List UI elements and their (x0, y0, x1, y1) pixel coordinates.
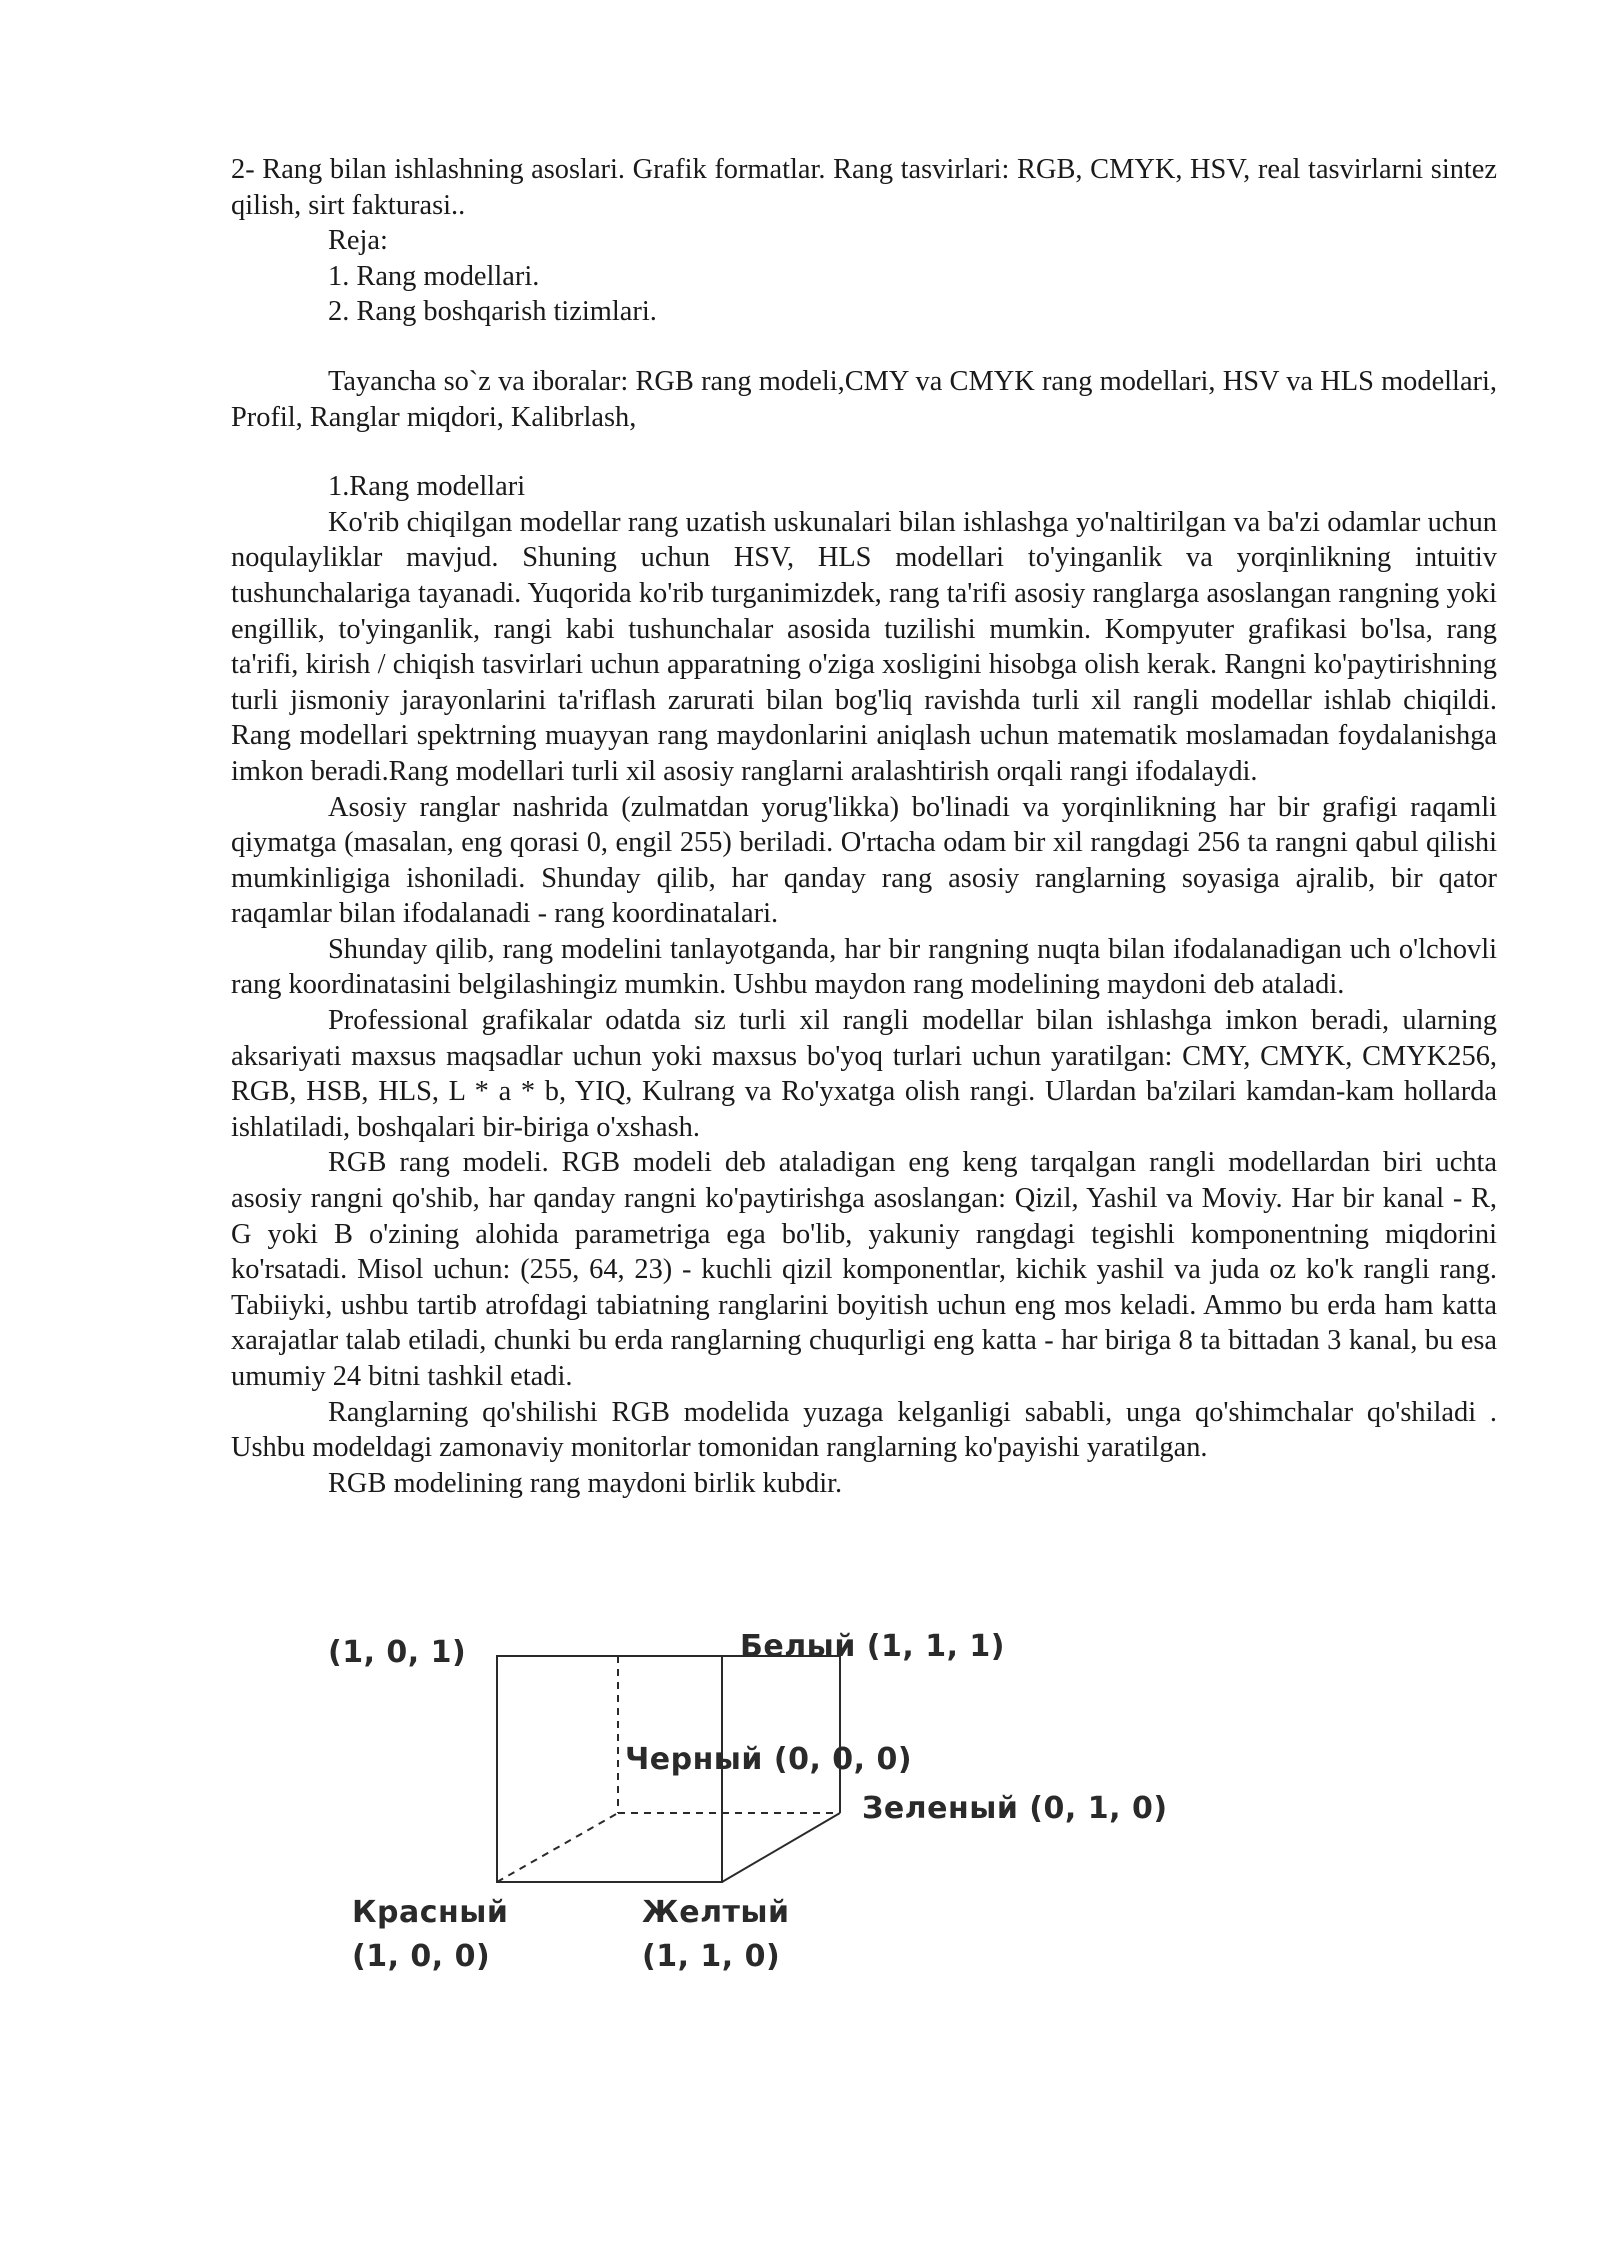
paragraph-unit-cube: RGB modelining rang maydoni birlik kubdir. (328, 1467, 843, 1499)
plan-item-1: 1. Rang modellari. (328, 260, 540, 292)
label-green: Зеленый (0, 1, 0) (862, 1791, 1168, 1826)
document-heading: 2- Rang bilan ishlashning asoslari. Grafik formatlar. Rang tasvirlari: RGB, CMYK, HSV, real tasvirlarni sintez qilish, sirt fakturasi.. (231, 154, 1497, 221)
paragraph-color-models: Ko'rib chiqilgan modellar rang uzatish uskunalari bilan ishlashga yo'naltirilgan va ba'zi odamlar uchun noqulayliklar mavjud. Shuning uchun HSV, HLS modellari to'yinganlik va yorqinlikning intuitiv tushunchalariga tayanadi. Yuqorida ko'rib turganimizdek, rang ta'rifi asosiy ranglarga asoslangan rangning yoki engillik, to'yinganlik, rangi kabi tushunchalar asosida tuzilishi mumkin. Kompyuter grafikasi bo'lsa, rang ta'rifi, kirish / chiqish tasvirlari uchun apparatning o'ziga xosligini hisobga olish kerak. Rangni ko'paytirishning turli jismoniy jarayonlarini ta'riflash zarurati bilan bog'liq ravishda turli xil rangli modellar ishlab chiqildi. Rang modellari spektrning muayyan rang maydonlarini aniqlash uchun matematik moslamadan foydalanishga imkon beradi.Rang modellari turli xil asosiy ranglarni aralashtirish orqali rangi ifodalaydi. (231, 506, 1497, 787)
label-magenta: (1, 0, 1) (328, 1635, 467, 1670)
cube-bottom-depth-edge (722, 1813, 840, 1882)
keywords-paragraph: Tayancha so`z va iboralar: RGB rang modeli,CMY va CMYK rang modellari, HSV va HLS modellari, Profil, Ranglar miqdori, Kalibrlash, (231, 365, 1497, 433)
label-white: Белый (1, 1, 1) (740, 1629, 1006, 1664)
cube-hidden-depth-edge (497, 1813, 618, 1882)
paragraph-coordinates: Shunday qilib, rang modelini tanlayotganda, har bir rangning nuqta bilan ifodalanadigan uch o'lchovli rang koordinatasini belgilashingiz mumkin. Ushbu maydon rang modelining maydoni deb ataladi. (231, 933, 1497, 1001)
plan-item-2: 2. Rang boshqarish tizimlari. (328, 296, 657, 328)
document-page (231, 152, 1497, 1501)
paragraph-primary-colors: Asosiy ranglar nashrida (zulmatdan yorug'likka) bo'linadi va yorqinlikning har bir grafigi raqamli qiymatga (masalan, eng qorasi 0, engil 255) beriladi. O'rtacha odam bir xil rangdagi 256 ta rangni qabul qilishi mumkinligiga ishoniladi. Shunday qilib, har qanday rang asosiy ranglarning soyasiga ajralib, bir qator raqamlar bilan ifodalanadi - rang koordinatalari. (231, 791, 1497, 930)
label-yellow-coords: (1, 1, 0) (642, 1939, 781, 1974)
section-title: 1.Rang modellari (328, 471, 526, 503)
paragraph-additive-colors: Ranglarning qo'shilishi RGB modelida yuzaga kelganligi sababli, unga qo'shimchalar qo'shiladi . Ushbu modeldagi zamonaviy monitorlar tomonidan ranglarning ko'payishi yaratilgan. (231, 1396, 1497, 1464)
paragraph-rgb-model: RGB rang modeli. RGB modeli deb ataladigan eng keng tarqalgan rangli modellardan biri uchta asosiy rangni qo'shib, har qanday rangni ko'paytirishga asoslangan: Qizil, Yashil va Moviy. Har bir kanal - R, G yoki B o'zining alohida parametriga ega bo'lib, yakuniy rangdagi tegishli komponentning miqdorini ko'rsatadi. Misol uchun: (255, 64, 23) - kuchli qizil komponentlar, kichik yashil va juda oz ko'k rangli rang. Tabiiyki, ushbu tartib atrofdagi tabiatning ranglarini boyitish uchun eng mos keladi. Ammo bu erda ham katta xarajatlar talab etiladi, chunki bu erda ranglarning chuqurligi eng katta - har biriga 8 ta bittadan 3 kanal, bu esa umumiy 24 bitni tashkil etadi. (231, 1147, 1497, 1392)
rgb-cube-diagram (320, 1629, 1168, 2000)
label-black: Черный (0, 0, 0) (625, 1742, 913, 1777)
label-red-name: Красный (352, 1895, 509, 1930)
label-yellow-name: Желтый (642, 1895, 790, 1930)
label-red-coords: (1, 0, 0) (352, 1939, 491, 1974)
paragraph-professional-graphics: Professional grafikalar odatda siz turli xil rangli modellar bilan ishlashga imkon beradi, ularning aksariyati maxsus maqsadlar uchun yoki maxsus bo'yoq turlari uchun yaratilgan: CMY, CMYK, CMYK256, RGB, HSB, HLS, L * a * b, YIQ, Kulrang va Ro'yxatga olish rangi. Ulardan ba'zilari kamdan-kam hollarda ishlatiladi, boshqalari bir-biriga o'xshash. (231, 1005, 1497, 1143)
plan-title: Reja: (328, 225, 388, 257)
